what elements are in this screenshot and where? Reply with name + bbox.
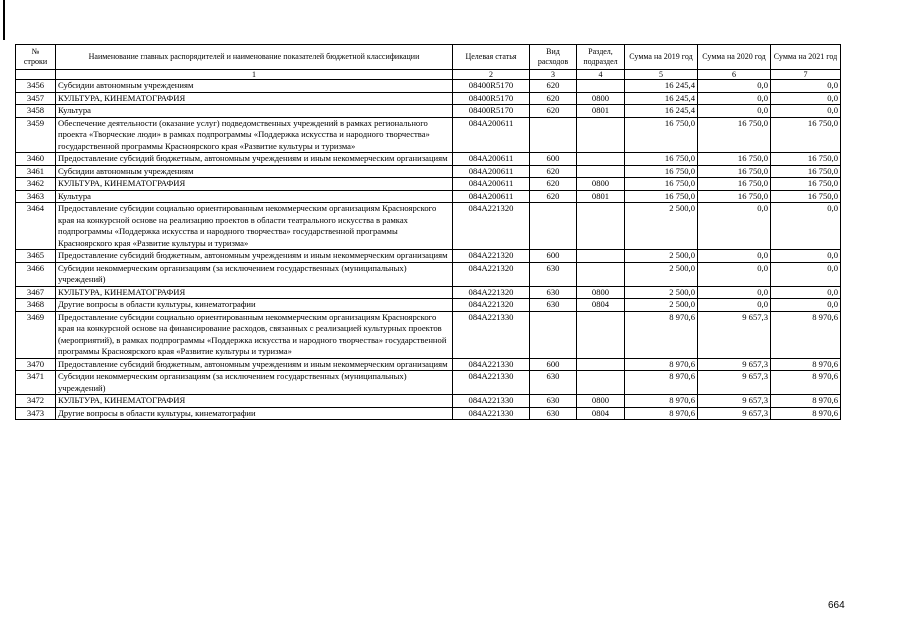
sum-2021-cell: 8 970,6 [771, 395, 841, 408]
section-cell [577, 80, 625, 93]
column-index-cell: 1 [56, 70, 453, 80]
table-row [16, 117, 841, 153]
target-article-cell: 084A200611 [453, 165, 530, 178]
table-row [16, 358, 841, 371]
column-index-cell: 7 [771, 70, 841, 80]
column-index-row [16, 70, 841, 80]
expense-type-cell [530, 311, 577, 358]
header-row-number: № строки [16, 45, 56, 70]
sum-2020-cell: 0,0 [698, 92, 771, 105]
sum-2019-cell: 16 245,4 [625, 105, 698, 118]
column-index-cell: 6 [698, 70, 771, 80]
target-article-cell: 084A221330 [453, 395, 530, 408]
expense-type-cell: 630 [530, 286, 577, 299]
sum-2019-cell: 16 750,0 [625, 165, 698, 178]
row-number-cell: 3466 [16, 262, 56, 286]
section-cell: 0804 [577, 407, 625, 420]
sum-2021-cell: 8 970,6 [771, 311, 841, 358]
section-cell [577, 250, 625, 263]
table-row [16, 92, 841, 105]
sum-2021-cell: 16 750,0 [771, 190, 841, 203]
row-number-cell: 3465 [16, 250, 56, 263]
sum-2020-cell: 0,0 [698, 203, 771, 250]
row-number-cell: 3463 [16, 190, 56, 203]
header-sum-2019: Сумма на 2019 год [625, 45, 698, 70]
target-article-cell: 084A221320 [453, 203, 530, 250]
target-article-cell: 084A221330 [453, 358, 530, 371]
section-cell: 0800 [577, 286, 625, 299]
sum-2021-cell: 8 970,6 [771, 371, 841, 395]
expense-type-cell: 620 [530, 190, 577, 203]
sum-2019-cell: 2 500,0 [625, 299, 698, 312]
sum-2019-cell: 16 750,0 [625, 178, 698, 191]
header-sum-2021: Сумма на 2021 год [771, 45, 841, 70]
sum-2020-cell: 9 657,3 [698, 407, 771, 420]
row-number-cell: 3470 [16, 358, 56, 371]
row-number-cell: 3462 [16, 178, 56, 191]
sum-2021-cell: 0,0 [771, 105, 841, 118]
section-cell: 0801 [577, 105, 625, 118]
row-number-cell: 3457 [16, 92, 56, 105]
sum-2019-cell: 16 750,0 [625, 190, 698, 203]
table-row [16, 299, 841, 312]
row-number-cell: 3468 [16, 299, 56, 312]
sum-2019-cell: 16 245,4 [625, 92, 698, 105]
expense-type-cell: 600 [530, 358, 577, 371]
row-name-cell: Культура [56, 105, 453, 118]
target-article-cell: 084A221330 [453, 311, 530, 358]
sum-2019-cell: 8 970,6 [625, 407, 698, 420]
sum-2020-cell: 9 657,3 [698, 395, 771, 408]
sum-2020-cell: 16 750,0 [698, 117, 771, 153]
table-row [16, 395, 841, 408]
sum-2021-cell: 0,0 [771, 250, 841, 263]
table-row [16, 80, 841, 93]
sum-2021-cell: 0,0 [771, 262, 841, 286]
row-number-cell: 3459 [16, 117, 56, 153]
section-cell: 0800 [577, 395, 625, 408]
row-name-cell: Предоставление субсидий бюджетным, автономным учреждениям и иным некоммерческим организациям [56, 250, 453, 263]
column-index-cell: 2 [453, 70, 530, 80]
section-cell [577, 165, 625, 178]
target-article-cell: 084A200611 [453, 153, 530, 166]
row-name-cell: Предоставление субсидий бюджетным, автономным учреждениям и иным некоммерческим организациям [56, 153, 453, 166]
table-row [16, 286, 841, 299]
sum-2020-cell: 16 750,0 [698, 190, 771, 203]
row-number-cell: 3461 [16, 165, 56, 178]
sum-2019-cell: 16 245,4 [625, 80, 698, 93]
row-name-cell: Обеспечение деятельности (оказание услуг) подведомственных учреждений в рамках регионального проекта «Творческие люди» в рамках подпрограммы «Поддержка искусства и народного творчества» государственной программы Красноярского края «Развитие культуры и туризма» [56, 117, 453, 153]
row-number-cell: 3460 [16, 153, 56, 166]
sum-2020-cell: 0,0 [698, 250, 771, 263]
table-row [16, 371, 841, 395]
column-index-cell [16, 70, 56, 80]
sum-2019-cell: 8 970,6 [625, 395, 698, 408]
sum-2019-cell: 16 750,0 [625, 117, 698, 153]
row-name-cell: КУЛЬТУРА, КИНЕМАТОГРАФИЯ [56, 92, 453, 105]
row-number-cell: 3472 [16, 395, 56, 408]
row-name-cell: Другие вопросы в области культуры, кинематографии [56, 407, 453, 420]
table-body [16, 80, 841, 420]
row-number-cell: 3467 [16, 286, 56, 299]
column-index-cell: 3 [530, 70, 577, 80]
expense-type-cell: 620 [530, 80, 577, 93]
expense-type-cell: 630 [530, 262, 577, 286]
expense-type-cell [530, 203, 577, 250]
row-number-cell: 3458 [16, 105, 56, 118]
row-name-cell: Предоставление субсидии социально ориентированным некоммерческим организациям Красноярского края на конкурсной основе на финансирование расходов, связанных с реализацией культурных проектов (мероприятий), в рамках подпрограммы «Поддержка искусства и народного творчества» государственной программы Красноярского края «Развитие культуры и туризма» [56, 311, 453, 358]
header-name: Наименование главных распорядителей и наименование показателей бюджетной классификации [56, 45, 453, 70]
sum-2019-cell: 8 970,6 [625, 358, 698, 371]
target-article-cell: 084A200611 [453, 178, 530, 191]
sum-2020-cell: 16 750,0 [698, 153, 771, 166]
expense-type-cell [530, 117, 577, 153]
sum-2019-cell: 2 500,0 [625, 203, 698, 250]
target-article-cell: 084A200611 [453, 190, 530, 203]
sum-2020-cell: 16 750,0 [698, 178, 771, 191]
sum-2021-cell: 16 750,0 [771, 153, 841, 166]
target-article-cell: 084A221320 [453, 299, 530, 312]
table-row [16, 407, 841, 420]
row-number-cell: 3473 [16, 407, 56, 420]
table-row [16, 262, 841, 286]
row-name-cell: КУЛЬТУРА, КИНЕМАТОГРАФИЯ [56, 286, 453, 299]
row-number-cell: 3471 [16, 371, 56, 395]
table-row [16, 311, 841, 358]
header-section: Раздел, подраздел [577, 45, 625, 70]
sum-2021-cell: 0,0 [771, 203, 841, 250]
sum-2019-cell: 2 500,0 [625, 250, 698, 263]
sum-2021-cell: 8 970,6 [771, 358, 841, 371]
row-number-cell: 3456 [16, 80, 56, 93]
table-row [16, 250, 841, 263]
sum-2021-cell: 0,0 [771, 286, 841, 299]
row-name-cell: КУЛЬТУРА, КИНЕМАТОГРАФИЯ [56, 178, 453, 191]
sum-2020-cell: 0,0 [698, 286, 771, 299]
row-number-cell: 3469 [16, 311, 56, 358]
sum-2021-cell: 0,0 [771, 299, 841, 312]
expense-type-cell: 630 [530, 299, 577, 312]
sum-2020-cell: 0,0 [698, 299, 771, 312]
sum-2020-cell: 9 657,3 [698, 371, 771, 395]
section-cell [577, 203, 625, 250]
table-header-row [16, 45, 841, 70]
target-article-cell: 084A221320 [453, 250, 530, 263]
sum-2020-cell: 0,0 [698, 105, 771, 118]
sum-2019-cell: 16 750,0 [625, 153, 698, 166]
sum-2020-cell: 9 657,3 [698, 311, 771, 358]
row-name-cell: Субсидии некоммерческим организациям (за исключением государственных (муниципальных) учреждений) [56, 371, 453, 395]
section-cell: 0801 [577, 190, 625, 203]
sum-2019-cell: 8 970,6 [625, 371, 698, 395]
expense-type-cell: 620 [530, 105, 577, 118]
target-article-cell: 08400R5170 [453, 105, 530, 118]
row-name-cell: Предоставление субсидий бюджетным, автономным учреждениям и иным некоммерческим организациям [56, 358, 453, 371]
section-cell [577, 311, 625, 358]
column-index-cell: 4 [577, 70, 625, 80]
page-number: 664 [828, 600, 845, 611]
target-article-cell: 084A221320 [453, 286, 530, 299]
target-article-cell: 084A200611 [453, 117, 530, 153]
expense-type-cell: 630 [530, 371, 577, 395]
expense-type-cell: 620 [530, 165, 577, 178]
sum-2020-cell: 16 750,0 [698, 165, 771, 178]
header-expense-type: Вид расходов [530, 45, 577, 70]
expense-type-cell: 630 [530, 407, 577, 420]
section-cell: 0800 [577, 92, 625, 105]
row-name-cell: Другие вопросы в области культуры, кинематографии [56, 299, 453, 312]
table-row [16, 105, 841, 118]
sum-2021-cell: 16 750,0 [771, 178, 841, 191]
target-article-cell: 084A221320 [453, 262, 530, 286]
row-number-cell: 3464 [16, 203, 56, 250]
row-name-cell: Культура [56, 190, 453, 203]
sum-2020-cell: 0,0 [698, 262, 771, 286]
table-row [16, 178, 841, 191]
column-index-cell: 5 [625, 70, 698, 80]
sum-2019-cell: 8 970,6 [625, 311, 698, 358]
section-cell [577, 153, 625, 166]
table-row [16, 165, 841, 178]
sum-2021-cell: 16 750,0 [771, 117, 841, 153]
section-cell [577, 358, 625, 371]
table-row [16, 153, 841, 166]
target-article-cell: 084A221330 [453, 371, 530, 395]
sum-2021-cell: 0,0 [771, 80, 841, 93]
sum-2021-cell: 0,0 [771, 92, 841, 105]
target-article-cell: 084A221330 [453, 407, 530, 420]
sum-2020-cell: 9 657,3 [698, 358, 771, 371]
expense-type-cell: 630 [530, 395, 577, 408]
row-name-cell: Предоставление субсидии социально ориентированным некоммерческим организациям Красноярского края на конкурсной основе на реализацию проектов в области театрального искусства в рамках подпрограммы «Поддержка искусства и народного творчества» государственной программы Красноярского края «Развитие культуры и туризма» [56, 203, 453, 250]
budget-table [15, 44, 841, 420]
table-row [16, 203, 841, 250]
sum-2019-cell: 2 500,0 [625, 286, 698, 299]
row-name-cell: КУЛЬТУРА, КИНЕМАТОГРАФИЯ [56, 395, 453, 408]
target-article-cell: 08400R5170 [453, 92, 530, 105]
header-sum-2020: Сумма на 2020 год [698, 45, 771, 70]
sum-2021-cell: 16 750,0 [771, 165, 841, 178]
header-target-article: Целевая статья [453, 45, 530, 70]
page-edge-rule [3, 0, 5, 40]
expense-type-cell: 600 [530, 153, 577, 166]
row-name-cell: Субсидии автономным учреждениям [56, 80, 453, 93]
row-name-cell: Субсидии автономным учреждениям [56, 165, 453, 178]
table-row [16, 190, 841, 203]
section-cell: 0804 [577, 299, 625, 312]
expense-type-cell: 620 [530, 92, 577, 105]
row-name-cell: Субсидии некоммерческим организациям (за исключением государственных (муниципальных) учреждений) [56, 262, 453, 286]
expense-type-cell: 620 [530, 178, 577, 191]
sum-2020-cell: 0,0 [698, 80, 771, 93]
sum-2021-cell: 8 970,6 [771, 407, 841, 420]
section-cell: 0800 [577, 178, 625, 191]
target-article-cell: 08400R5170 [453, 80, 530, 93]
section-cell [577, 117, 625, 153]
section-cell [577, 262, 625, 286]
sum-2019-cell: 2 500,0 [625, 262, 698, 286]
expense-type-cell: 600 [530, 250, 577, 263]
section-cell [577, 371, 625, 395]
